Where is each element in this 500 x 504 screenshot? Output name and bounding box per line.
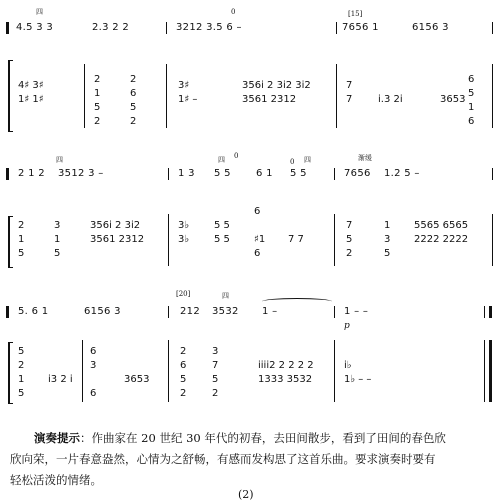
measure-number: [20] <box>176 290 191 298</box>
tempo-marking: 渐缓 <box>358 154 372 162</box>
harmony-chord: 2 <box>180 346 187 357</box>
end-barline-thick <box>489 306 492 318</box>
barline <box>492 22 493 34</box>
harmony-chord: i3 2 i <box>48 374 73 385</box>
harmony-chord: 2 <box>130 74 137 85</box>
harmony-chord: 3653 <box>124 374 150 385</box>
barline <box>166 64 167 128</box>
melody-measure: 1 3 <box>178 168 195 179</box>
barline <box>334 168 335 180</box>
harmony-chord: i♭ <box>344 360 352 371</box>
barline <box>334 340 335 402</box>
harmony-chord: 5 <box>468 88 475 99</box>
melody-measure: 6 1 <box>256 168 273 179</box>
harmony-chord: 4♯ 3♯ <box>18 80 44 91</box>
harmony-chord: 2 <box>212 388 219 399</box>
staff-brace <box>8 60 13 132</box>
barline <box>334 306 335 318</box>
harmony-chord: 1♯ – <box>178 94 198 105</box>
barline <box>82 340 83 402</box>
harmony-chord: 2 <box>180 388 187 399</box>
barline <box>336 64 337 128</box>
harmony-chord: 1♭ – – <box>344 374 372 385</box>
harmony-chord: 6 <box>254 248 261 259</box>
fingering-mark: 四 <box>56 156 63 164</box>
harmony-chord: 2 <box>18 220 25 231</box>
harmony-chord: 1333 3532 <box>258 374 313 385</box>
barline <box>84 64 85 128</box>
melody-measure: 2 1 2 <box>18 168 45 179</box>
melody-measure: 6156 3 <box>84 306 121 317</box>
barline <box>336 22 337 34</box>
harmony-chord: 5 <box>94 102 101 113</box>
staff-brace <box>8 216 13 268</box>
harmony-chord: 6 <box>130 88 137 99</box>
barline <box>492 168 493 180</box>
page-number: (2) <box>238 488 254 501</box>
barline <box>168 340 169 402</box>
harmony-chord: 6 <box>90 346 97 357</box>
harmony-chord: 5 <box>180 374 187 385</box>
harmony-chord: 7 <box>346 94 353 105</box>
harmony-chord: 1 <box>94 88 101 99</box>
fingering-mark: 四 <box>304 156 311 164</box>
harmony-chord: 3♯ <box>178 80 190 91</box>
harmony-chord: 5 <box>18 388 25 399</box>
harmony-chord: 3♭ <box>178 234 190 245</box>
harmony-chord: 5565 6565 <box>414 220 469 231</box>
harmony-chord: ♯1 <box>254 234 266 245</box>
harmony-chord: 6 <box>254 206 261 217</box>
fingering-mark: 四 <box>36 8 43 16</box>
harmony-chord: 2 <box>94 116 101 127</box>
melody-measure: 7656 <box>344 168 371 179</box>
harmony-chord: 356i 2 3i2 3i2 <box>242 80 311 91</box>
harmony-chord: 7 <box>212 360 219 371</box>
melody-measure: 7656 1 <box>342 22 379 33</box>
harmony-chord: 356i 2 3i2 <box>90 220 141 231</box>
melody-measure: 1.2 5 – <box>384 168 420 179</box>
harmony-chord: 3 <box>54 220 61 231</box>
harmony-chord: 5 <box>18 346 25 357</box>
start-barline <box>6 22 9 34</box>
harmony-chord: 3561 2312 <box>242 94 297 105</box>
barline <box>168 214 169 266</box>
harmony-chord: 3 <box>384 234 391 245</box>
start-barline <box>6 168 9 180</box>
harmony-chord: 3 <box>90 360 97 371</box>
harmony-chord: iiii2 2 2 2 2 <box>258 360 314 371</box>
barline <box>334 214 335 266</box>
harmony-chord: 3653 <box>440 94 466 105</box>
melody-measure: 4.5 3 3 <box>16 22 54 33</box>
end-barline-thick <box>489 340 492 402</box>
harmony-chord: 5 <box>384 248 391 259</box>
melody-measure: 3212 3.5 6 – <box>176 22 242 33</box>
tip-label: 演奏提示 <box>34 431 80 445</box>
tip-line-2: 欣向荣，一片春意盎然，心情为之舒畅，有感而发构思了这首乐曲。要求演奏时要有 <box>10 452 436 466</box>
end-barline-thin <box>484 340 485 402</box>
harmony-chord: 5 <box>346 234 353 245</box>
staff-brace <box>8 342 13 404</box>
melody-measure: 6156 3 <box>412 22 449 33</box>
harmony-chord: 1 <box>468 102 475 113</box>
harmony-chord: 5 <box>54 248 61 259</box>
harmony-chord: 6 <box>468 116 475 127</box>
melody-measure: 1 – <box>262 306 278 317</box>
harmony-chord: 3 <box>212 346 219 357</box>
barline <box>166 22 167 34</box>
harmony-chord: 1 <box>384 220 391 231</box>
harmony-chord: 2 <box>94 74 101 85</box>
barline <box>492 64 493 128</box>
harmony-chord: 3♭ <box>178 220 190 231</box>
harmony-chord: 5 <box>130 102 137 113</box>
harmony-chord: 3561 2312 <box>90 234 145 245</box>
harmony-chord: 5 5 <box>214 220 230 231</box>
fingering-mark: 0 <box>231 8 236 16</box>
harmony-chord: 1♯ 1♯ <box>18 94 44 105</box>
harmony-chord: 5 <box>212 374 219 385</box>
harmony-chord: 2222 2222 <box>414 234 469 245</box>
barline <box>168 168 169 180</box>
harmony-chord: 7 7 <box>288 234 304 245</box>
harmony-chord: i.3 2i <box>378 94 403 105</box>
fingering-mark: 0 <box>234 152 239 160</box>
dynamic-marking: p <box>344 321 350 331</box>
melody-measure: 5. 6 1 <box>18 306 49 317</box>
harmony-chord: 1 <box>18 374 25 385</box>
measure-number: [15] <box>348 10 363 18</box>
fingering-mark: 四 <box>222 292 229 300</box>
barline <box>168 306 169 318</box>
harmony-chord: 1 <box>18 234 25 245</box>
harmony-chord: 5 5 <box>214 234 230 245</box>
end-barline-thin <box>484 306 485 318</box>
harmony-chord: 7 <box>346 80 353 91</box>
melody-measure: 5 5 <box>214 168 231 179</box>
melody-measure: 2.3 2 2 <box>92 22 130 33</box>
fingering-mark: 四 <box>218 156 225 164</box>
tip-line-3: 轻松活泼的情绪。 <box>10 473 102 487</box>
melody-measure: 3512 3 – <box>58 168 104 179</box>
harmony-chord: 6 <box>180 360 187 371</box>
melody-measure: 3532 <box>212 306 239 317</box>
harmony-chord: 6 <box>90 388 97 399</box>
harmony-chord: 2 <box>18 360 25 371</box>
tip-line-1: 演奏提示：作曲家在 20 世纪 30 年代的初春，去田间散步，看到了田间的春色欣 <box>34 431 446 445</box>
fingering-mark: 0 <box>290 158 295 166</box>
melody-measure: 1 – – <box>344 306 369 317</box>
harmony-chord: 5 <box>18 248 25 259</box>
melody-measure: 5 5 <box>290 168 307 179</box>
harmony-chord: 1 <box>54 234 61 245</box>
harmony-chord: 2 <box>130 116 137 127</box>
start-barline <box>6 306 9 318</box>
harmony-chord: 6 <box>468 74 475 85</box>
slur <box>262 298 332 305</box>
harmony-chord: 7 <box>346 220 353 231</box>
melody-measure: 212 <box>180 306 200 317</box>
harmony-chord: 2 <box>346 248 353 259</box>
barline <box>492 214 493 266</box>
